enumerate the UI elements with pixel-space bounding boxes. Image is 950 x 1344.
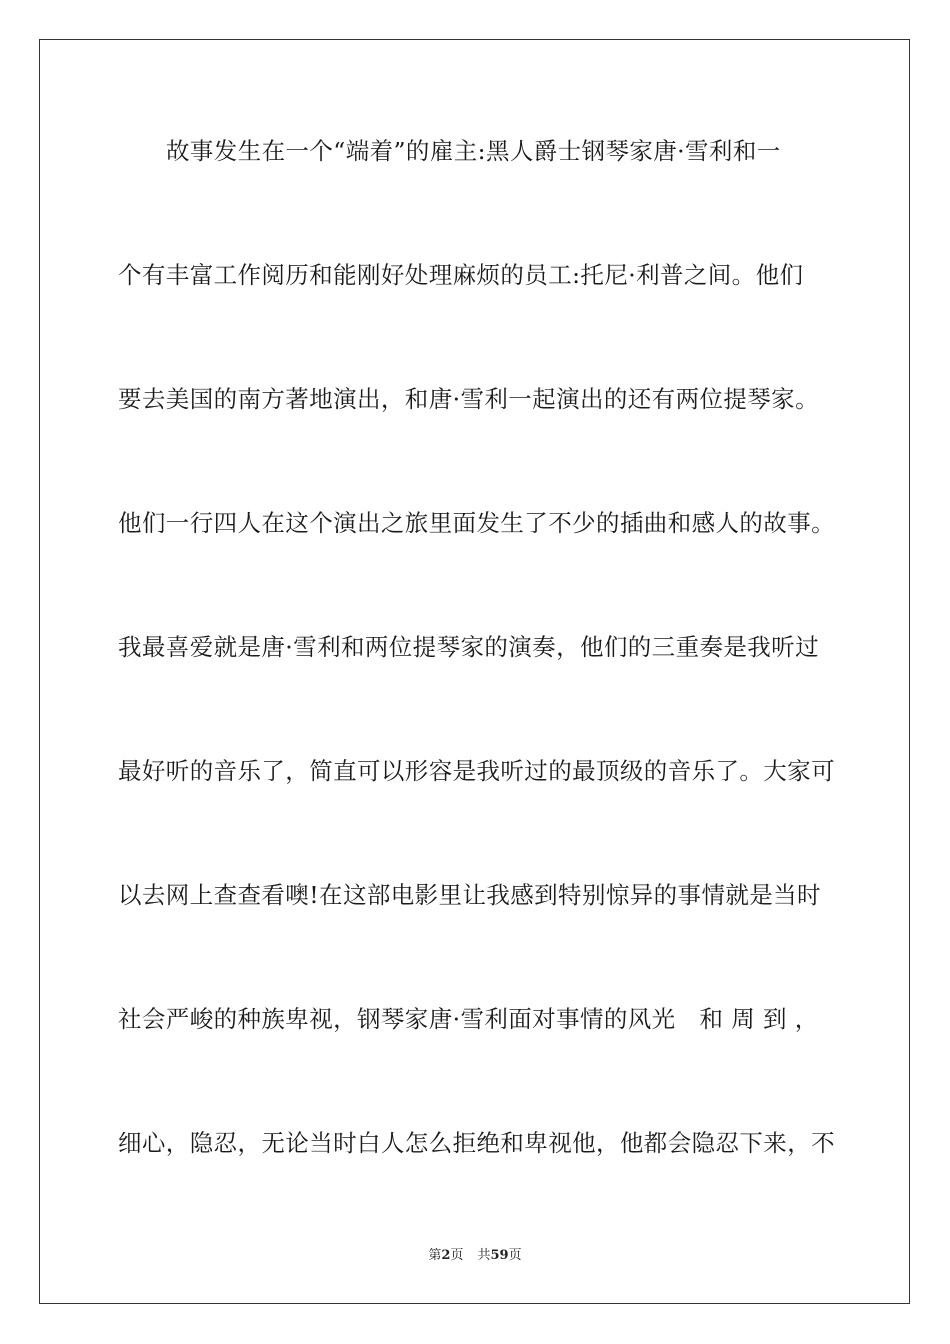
page-footer: [0, 1248, 950, 1264]
body-text-line-9: 细心，隐忍，无论当时白人怎么拒绝和卑视他，他都会隐忍下来，不: [118, 1129, 835, 1157]
body-text-line-7: 以去网上查查看噢!在这部电影里让我感到特别惊异的事情就是当时: [118, 881, 821, 909]
page-prefix: 第: [428, 1248, 442, 1263]
body-text-line-3: 要去美国的南方著地演出，和唐·雪利一起演出的还有两位提琴家。: [118, 385, 819, 413]
page-number: 2: [441, 1248, 451, 1263]
total-suffix: 页: [508, 1248, 522, 1263]
body-text-line-1: 故事发生在一个“端着”的雇主:黑人爵士钢琴家唐·雪利和一: [166, 137, 781, 165]
body-text-line-8: 社会严峻的种族卑视，钢琴家唐·雪利面对事情的风光 和 周 到 ，: [118, 1005, 819, 1033]
total-pages: 59: [490, 1248, 509, 1263]
body-text-line-2: 个有丰富工作阅历和能刚好处理麻烦的员工:托尼·利普之间。他们: [118, 261, 804, 289]
body-text-line-5: 我最喜爱就是唐·雪利和两位提琴家的演奏，他们的三重奏是我听过: [118, 633, 819, 661]
body-text-line-6: 最好听的音乐了，简直可以形容是我听过的最顶级的音乐了。大家可: [118, 757, 835, 785]
total-prefix: 共: [477, 1248, 491, 1263]
page-border: [39, 39, 910, 1304]
body-text-line-4: 他们一行四人在这个演出之旅里面发生了不少的插曲和感人的故事。: [118, 509, 835, 537]
page-suffix: 页: [450, 1248, 464, 1263]
